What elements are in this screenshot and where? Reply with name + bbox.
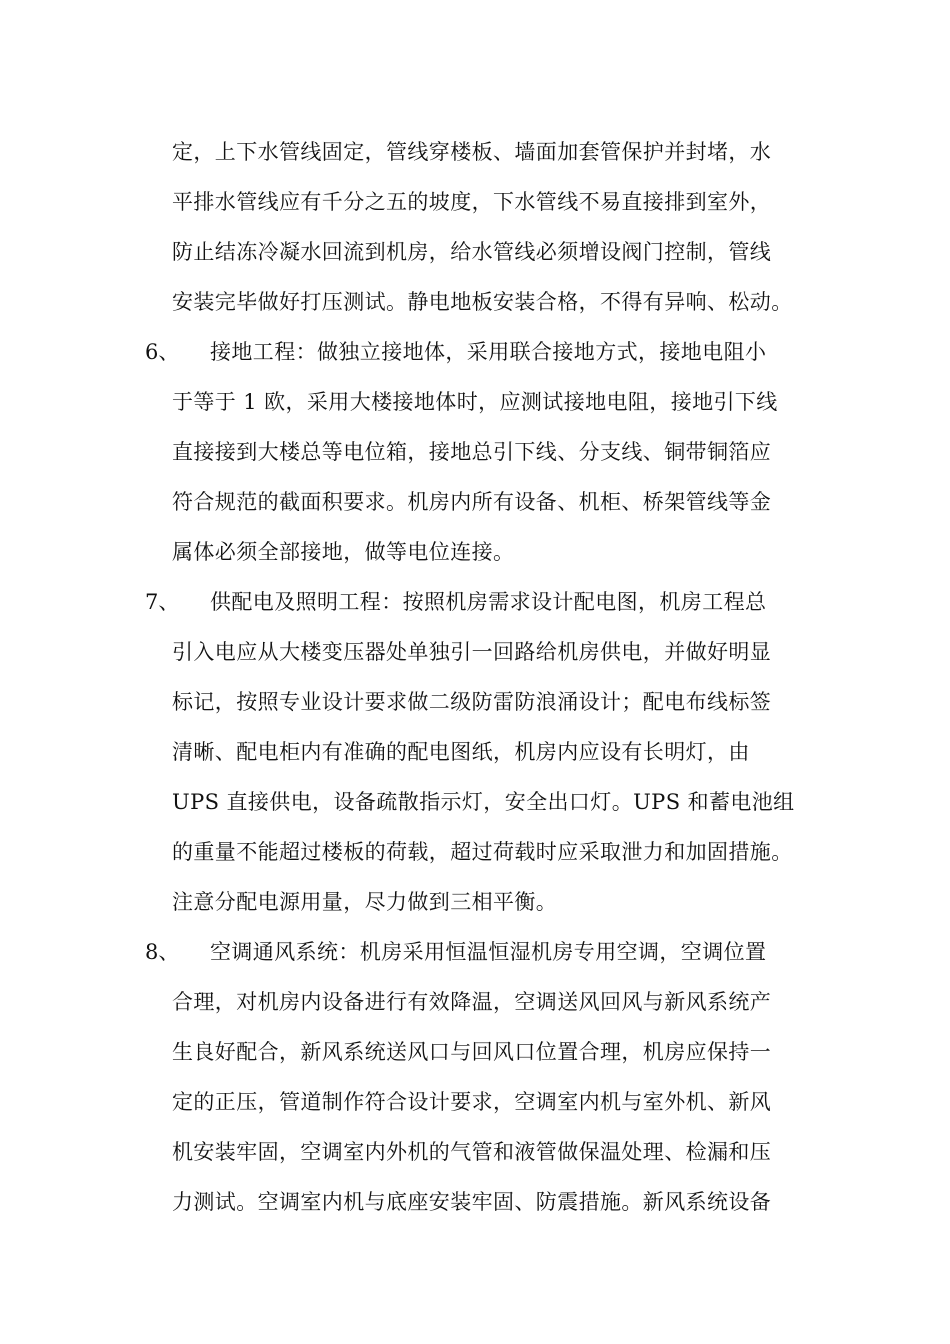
text-line: 标记，按照专业设计要求做二级防雷防浪涌设计；配电布线标签 [172, 690, 772, 714]
text-line: 力测试。空调室内机与底座安装牢固、防震措施。新风系统设备 [172, 1190, 772, 1214]
text-line: 机安装牢固，空调室内外机的气管和液管做保温处理、检漏和压 [172, 1140, 772, 1164]
list-number: 7、 [145, 590, 180, 614]
text-line: 安装完毕做好打压测试。静电地板安装合格，不得有异响、松动。 [172, 290, 793, 314]
text-line: 定，上下水管线固定，管线穿楼板、墙面加套管保护并封堵，水 [172, 140, 772, 164]
text-line: 属体必须全部接地，做等电位连接。 [172, 540, 515, 564]
text-line: 的重量不能超过楼板的荷载，超过荷载时应采取泄力和加固措施。 [172, 840, 793, 864]
text-line: 防止结冻冷凝水回流到机房，给水管线必须增设阀门控制，管线 [172, 240, 772, 264]
text-line: 空调通风系统：机房采用恒温恒湿机房专用空调，空调位置 [210, 940, 767, 964]
text-line: UPS 直接供电，设备疏散指示灯，安全出口灯。UPS 和蓄电池组 [172, 790, 795, 814]
text-line: 清晰、配电柜内有准确的配电图纸，机房内应设有长明灯，由 [172, 740, 750, 764]
list-number: 8、 [145, 940, 180, 964]
text-line: 合理，对机房内设备进行有效降温，空调送风回风与新风系统产 [172, 990, 772, 1014]
list-number: 6、 [145, 340, 180, 364]
text-line: 供配电及照明工程：按照机房需求设计配电图，机房工程总 [210, 590, 767, 614]
text-line: 于等于 1 欧，采用大楼接地体时，应测试接地电阻，接地引下线 [172, 390, 778, 414]
text-line: 接地工程：做独立接地体，采用联合接地方式，接地电阻小 [210, 340, 767, 364]
text-line: 引入电应从大楼变压器处单独引一回路给机房供电，并做好明显 [172, 640, 772, 664]
text-line: 生良好配合，新风系统送风口与回风口位置合理，机房应保持一 [172, 1040, 772, 1064]
text-line: 符合规范的截面积要求。机房内所有设备、机柜、桥架管线等金 [172, 490, 772, 514]
text-line: 注意分配电源用量，尽力做到三相平衡。 [172, 890, 558, 914]
text-line: 直接接到大楼总等电位箱，接地总引下线、分支线、铜带铜箔应 [172, 440, 772, 464]
text-line: 平排水管线应有千分之五的坡度，下水管线不易直接排到室外， [172, 190, 772, 214]
text-line: 定的正压，管道制作符合设计要求，空调室内机与室外机、新风 [172, 1090, 772, 1114]
